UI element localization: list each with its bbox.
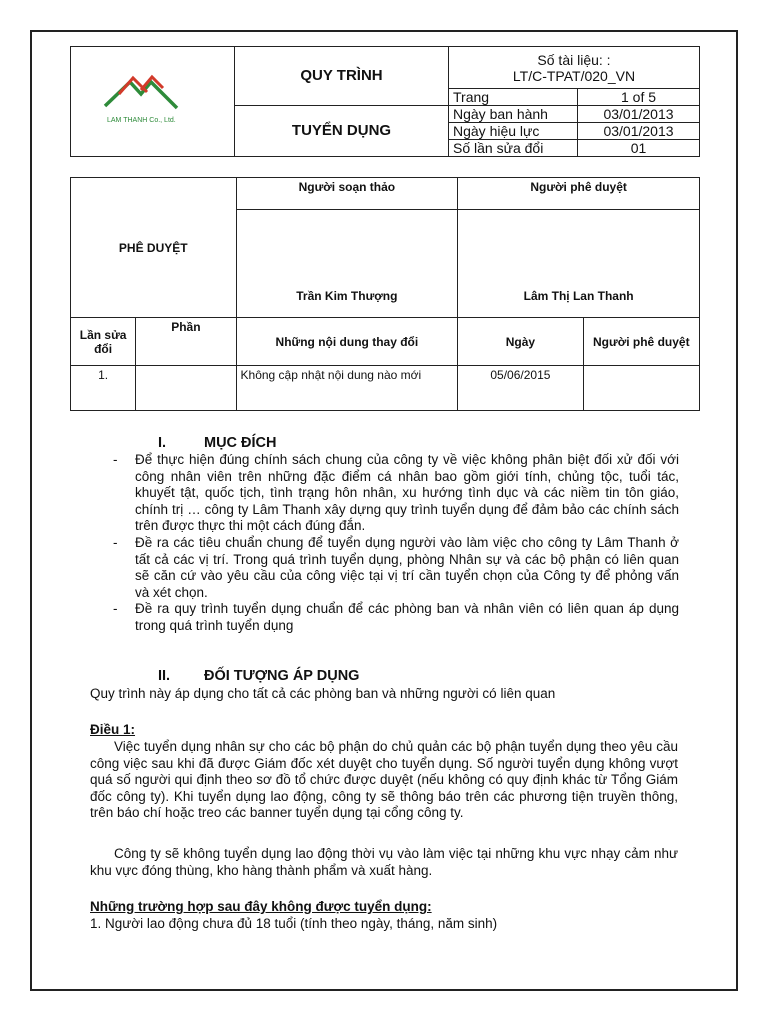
header-value: 1 of 5 (578, 89, 700, 106)
rev-header-change: Những nội dung thay đổi (236, 318, 458, 366)
approver-name: Lâm Thị Lan Thanh (458, 210, 700, 318)
drafter-header: Người soạn thảo (236, 178, 458, 210)
doc-number-label: Số tài liệu: : (537, 51, 611, 68)
section1-title: MỤC ĐÍCH (204, 435, 277, 451)
list-item: - Đề ra các tiêu chuẩn chung để tuyển dụng người vào làm việc cho công ty Lâm Thanh ở tất cả các vị trí. Trong quá trình tuyển dụng, phòng Nhân sự và các bộ phận có liên quan sẽ căn cứ vào yêu cầu của công việc tại vị trí cần tuyển chọn của Công ty để phỏng vấn và xét chọn. (113, 535, 679, 601)
rev-header-approver: Người phê duyệt (583, 318, 699, 366)
list-item: - Để thực hiện đúng chính sách chung của công ty về việc không phân biệt đối xử đối với công nhân viên trên những đặc điểm cá nhân bao gồm giới tính, chủng tộc, tuổi tác, khuyết tật, quốc tịch, tình trạng hôn nhân, xu hướng tình dục và các niềm tin tôn giáo, chính trị … công ty Lâm Thanh xây dựng quy trình tuyển dụng để đảm bảo các chính sách trên được thực thi một cách đúng đắn. (113, 452, 679, 535)
list-item: - Đề ra quy trình tuyển dụng chuẩn để các phòng ban và nhân viên có liên quan áp dụng trong quá trình tuyển dụng (113, 601, 679, 634)
rev-cell-date: 05/06/2015 (458, 366, 583, 411)
header-value: 03/01/2013 (578, 106, 700, 123)
approval-label: PHÊ DUYỆT (71, 178, 237, 318)
rev-header-no: Lần sửa đổi (71, 318, 136, 366)
rev-cell-no: 1. (71, 366, 136, 411)
header-key: Số lần sửa đổi (449, 140, 578, 157)
company-logo (75, 60, 225, 140)
rev-cell-change: Không cập nhật nội dung nào mới (236, 366, 458, 411)
rev-header-date: Ngày (458, 318, 583, 366)
section2-number: II. (158, 668, 171, 684)
rev-header-part: Phần (136, 318, 236, 366)
section2-title: ĐỐI TƯỢNG ÁP DỤNG (204, 668, 360, 684)
header-key: Ngày hiệu lực (449, 123, 578, 140)
rev-cell-approver (583, 366, 699, 411)
doc-number-value: LT/C-TPAT/020_VN (512, 67, 636, 84)
header-value: 01 (578, 140, 700, 157)
article1-para1: Việc tuyển dụng nhân sự cho các bộ phận do chủ quản các bộ phận tuyển dụng theo yêu cầu công việc sau khi đã được Giám đốc xét duyệt cho tuyển dụng. Số người tuyển dụng không vượt quá số người qui định theo sơ đồ tổ chức được duyệt (nếu không có quy định khác từ Tổng Giám đốc công ty). Khi tuyển dụng lao động, công ty sẽ thông báo trên các phương tiện truyền thông, trên báo chí hoặc treo các banner tuyển dụng tại cổng công ty. (90, 739, 678, 821)
header-key: Ngày ban hành (449, 106, 578, 123)
document-header-table (70, 46, 700, 157)
rev-cell-part (136, 366, 236, 411)
exclusions-heading: Những trường hợp sau đây không được tuyển dụng: (90, 899, 432, 914)
approver-header: Người phê duyệt (458, 178, 700, 210)
article1-heading: Điều 1: (90, 722, 136, 737)
exclusions-item1: 1. Người lao động chưa đủ 18 tuổi (tính theo ngày, tháng, năm sinh) (90, 916, 498, 931)
section1-number: I. (158, 435, 167, 451)
logo-text: LAM THANH Co., Ltd. (107, 117, 176, 124)
approval-table (70, 177, 700, 411)
drafter-name: Trần Kim Thượng (236, 210, 458, 318)
section1-bullets (113, 452, 679, 635)
section2-text: Quy trình này áp dụng cho tất cả các phòng ban và những người có liên quan (90, 686, 556, 701)
header-key: Trang (449, 89, 578, 106)
article1-para2: Công ty sẽ không tuyển dụng lao động thời vụ vào làm việc tại những khu vực nhạy cảm như khu vực đóng thùng, kho hàng thành phẩm và xuất hàng. (90, 846, 678, 878)
doc-number-cell (449, 47, 700, 89)
logo-cell (71, 47, 235, 157)
header-value: 03/01/2013 (578, 123, 700, 140)
title-line2: TUYỂN DỤNG (235, 106, 449, 157)
title-line1: QUY TRÌNH (235, 47, 449, 106)
